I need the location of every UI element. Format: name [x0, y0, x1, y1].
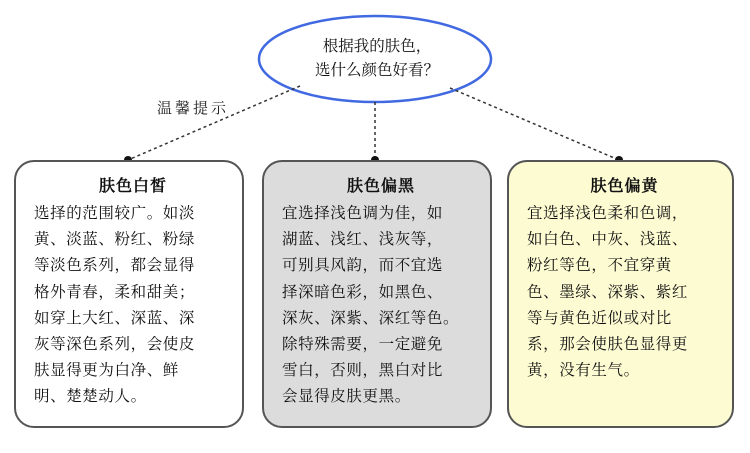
box-line: 灰等深色系列，会使皮	[34, 335, 196, 354]
box-title: 肤色偏黄	[590, 176, 659, 195]
box-line: 粉红等色，不宜穿黄	[527, 256, 672, 275]
box-line: 黄、淡蓝、粉红、粉绿	[34, 230, 196, 249]
box-line: 会显得皮肤更黑。	[282, 387, 411, 406]
box-line: 色、墨绿、深紫、紫红	[527, 282, 689, 301]
box-title: 肤色偏黑	[346, 176, 415, 195]
box-line: 宜选择浅色柔和色调，	[527, 204, 689, 222]
box-line: 选择的范围较广。如淡	[34, 204, 196, 222]
box-title: 肤色白皙	[98, 176, 167, 195]
box-line: 择深暗色彩，如黑色、	[282, 282, 444, 301]
box-line: 雪白，否则，黑白对比	[282, 361, 444, 380]
box-line: 深灰、深紫、深红等色。	[282, 308, 460, 327]
box-line: 格外青春，柔和甜美；	[34, 282, 196, 301]
box-line: 除特殊需要，一定避免	[282, 335, 444, 354]
box-dark-skin	[262, 160, 492, 428]
box-line: 如白色、中灰、浅蓝、	[527, 230, 689, 249]
question-line-2: 选什么颜色好看？	[314, 61, 439, 79]
box-line: 黄，没有生气。	[527, 361, 640, 380]
box-line: 等淡色系列，都会显得	[34, 256, 196, 275]
box-line: 系，那会使肤色显得更	[527, 335, 689, 354]
box-line: 肤显得更为白净、鲜	[34, 361, 179, 380]
box-line: 宜选择浅色调为佳，如	[282, 204, 444, 222]
box-line: 如穿上大红、深蓝、深	[34, 308, 196, 327]
box-fair-skin	[14, 160, 244, 428]
box-yellow-skin	[507, 160, 734, 428]
tip-label: 温馨提示	[157, 99, 230, 117]
box-line: 湖蓝、浅红、浅灰等，	[282, 230, 444, 249]
box-line: 可别具风韵，而不宜选	[282, 256, 444, 275]
connector-right	[450, 88, 619, 160]
box-line: 等与黄色近似或对比	[527, 308, 672, 327]
box-line: 明、楚楚动人。	[34, 387, 147, 406]
question-text	[292, 34, 462, 82]
question-line-1: 根据我的肤色，	[322, 37, 432, 55]
